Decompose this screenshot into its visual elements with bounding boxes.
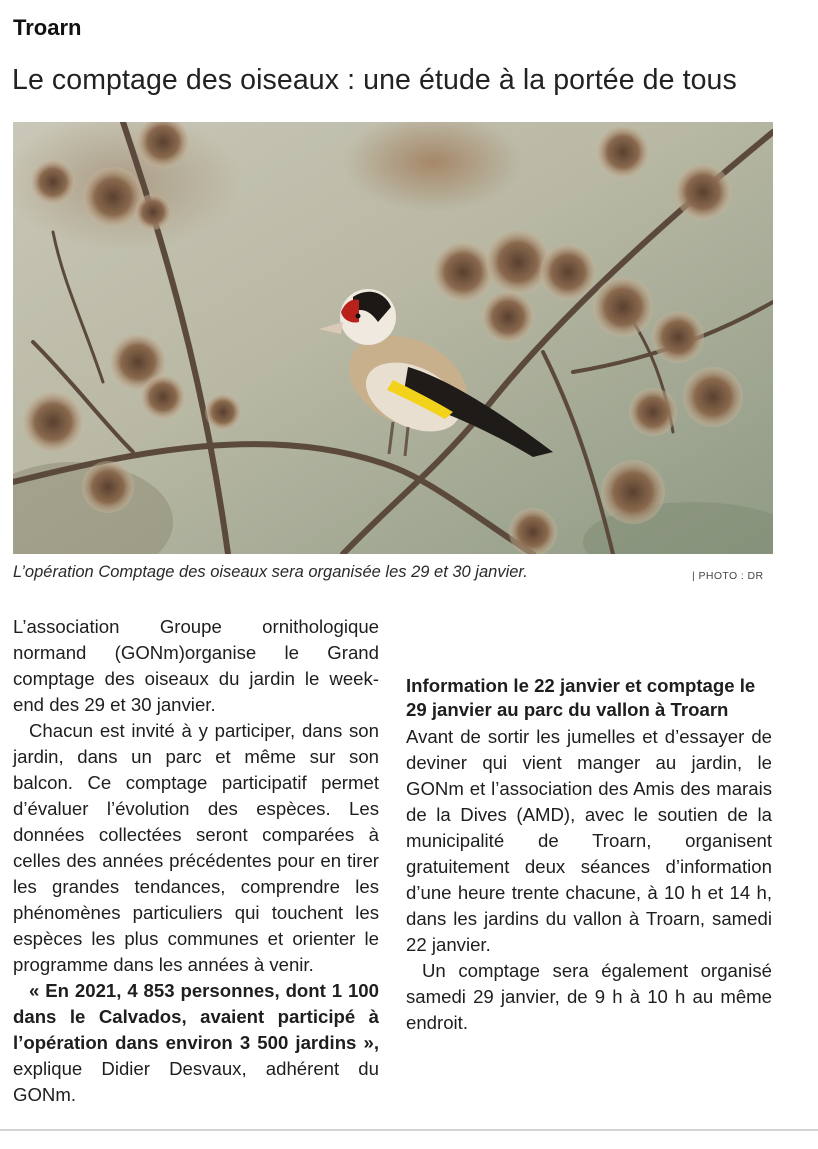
article-photo [13,122,773,554]
section-subhead: Information le 22 janvier et comptage le 29 janvier au parc du vallon à Troarn [406,675,756,720]
bottom-divider [0,1129,818,1131]
photo-caption: L’opération Comptage des oiseaux sera organisée les 29 et 30 janvier. [13,563,528,581]
quote-attribution: explique Didier Desvaux, adhérent du GONm. [13,1058,379,1105]
paragraph-quote [13,978,379,1108]
quote-bold: « En 2021, 4 853 personnes, dont 1 100 dans le Calvados, avaient participé à l’opération dans environ 3 500 jardins », [13,980,379,1053]
article-column-left [13,614,379,1108]
article-headline: Le comptage des oiseaux : une étude à la portée de tous [12,64,737,96]
paragraph-intro: L’association Groupe ornithologique normand (GONm)organise le Grand comptage des oiseaux du jardin le week-end des 29 et 30 janvier. [13,616,379,715]
photo-credit: | PHOTO : DR [692,570,764,582]
paragraph-participation: Chacun est invité à y participer, dans son jardin, dans un parc et même sur son balcon. Ce comptage participatif permet d’évaluer l’évolution des espèces. Les données collectées seront comparées à celles des années précédentes pour en tirer les grandes tendances, comprendre les phénomènes particuliers qui touchent les espèces les plus communes et orienter le programme dans les années à venir. [13,720,379,975]
section-kicker: Troarn [13,15,82,40]
paragraph-information: Avant de sortir les jumelles et d’essayer de deviner qui vient manger au jardin, le GONm et l’association des Amis des marais de la Dives (AMD), avec le soutien de la municipalité de Troarn, organisent gratuitement deux séances d’information d’une heure trente chacune, à 10 h et 14 h, dans les jardins du vallon à Troarn, samedi 22 janvier. [406,726,772,955]
article-column-right [406,614,772,1036]
paragraph-counting: Un comptage sera également organisé samedi 29 janvier, de 9 h à 10 h au même endroit. [406,960,772,1033]
